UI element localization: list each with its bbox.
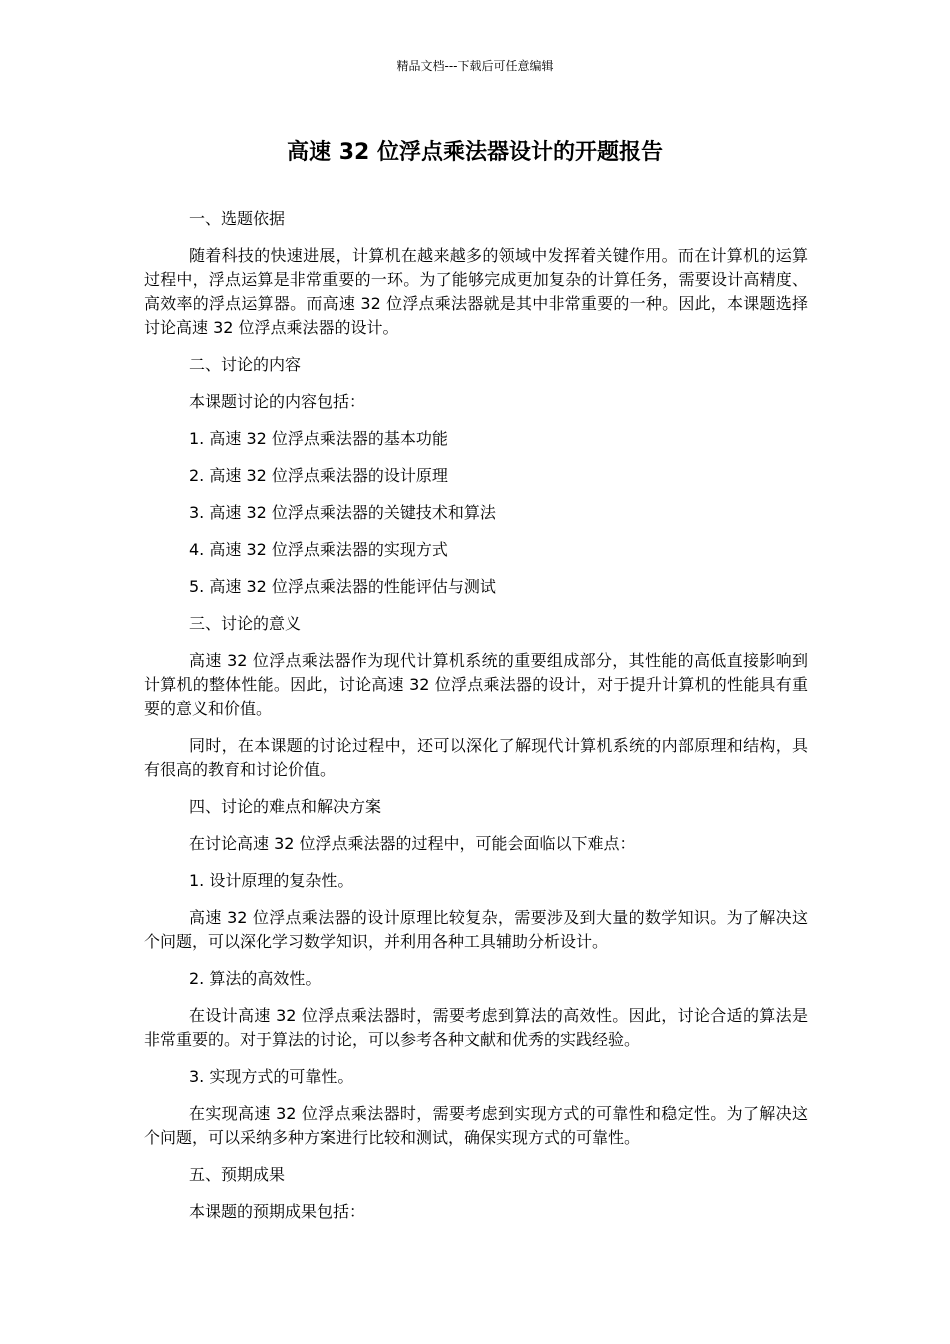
paragraph: 随着科技的快速进展，计算机在越来越多的领域中发挥着关键作用。而在计算机的运算过程中，浮点运算是非常重要的一环。为了能够完成更加复杂的计算任务，需要设计高精度、高效率的浮点运算器。而高速 32 位浮点乘法器就是其中非常重要的一种。因此，本课题选择讨论高速 32 位浮点乘法器的设计。 — [144, 246, 808, 337]
list-item: 4. 高速 32 位浮点乘法器的实现方式 — [189, 540, 448, 559]
header-note: 精品文档---下载后可任意编辑 — [396, 59, 554, 73]
list-item: 1. 高速 32 位浮点乘法器的基本功能 — [189, 429, 448, 448]
paragraph: 本课题的预期成果包括： — [189, 1202, 366, 1221]
list-item: 2. 高速 32 位浮点乘法器的设计原理 — [189, 466, 448, 485]
paragraph: 本课题讨论的内容包括： — [189, 392, 366, 411]
page-title: 高速 32 位浮点乘法器设计的开题报告 — [287, 140, 663, 165]
section-heading-3: 三、讨论的意义 — [189, 614, 302, 633]
paragraph: 在讨论高速 32 位浮点乘法器的过程中，可能会面临以下难点： — [189, 834, 636, 853]
paragraph: 高速 32 位浮点乘法器的设计原理比较复杂，需要涉及到大量的数学知识。为了解决这个问题，可以深化学习数学知识，并利用各种工具辅助分析设计。 — [144, 908, 808, 951]
list-item: 2. 算法的高效性。 — [189, 969, 322, 988]
list-item: 5. 高速 32 位浮点乘法器的性能评估与测试 — [189, 577, 496, 596]
section-heading-1: 一、选题依据 — [189, 209, 286, 228]
section-heading-4: 四、讨论的难点和解决方案 — [189, 797, 382, 816]
list-item: 3. 实现方式的可靠性。 — [189, 1067, 354, 1086]
paragraph: 高速 32 位浮点乘法器作为现代计算机系统的重要组成部分，其性能的高低直接影响到计算机的整体性能。因此，讨论高速 32 位浮点乘法器的设计，对于提升计算机的性能具有重要的意义和价值。 — [144, 651, 808, 718]
paragraph: 同时，在本课题的讨论过程中，还可以深化了解现代计算机系统的内部原理和结构，具有很高的教育和讨论价值。 — [144, 736, 808, 779]
paragraph: 在设计高速 32 位浮点乘法器时，需要考虑到算法的高效性。因此，讨论合适的算法是非常重要的。对于算法的讨论，可以参考各种文献和优秀的实践经验。 — [144, 1006, 808, 1049]
section-heading-5: 五、预期成果 — [189, 1165, 286, 1184]
document-body — [144, 207, 808, 1237]
paragraph: 在实现高速 32 位浮点乘法器时，需要考虑到实现方式的可靠性和稳定性。为了解决这个问题，可以采纳多种方案进行比较和测试，确保实现方式的可靠性。 — [144, 1104, 808, 1147]
list-item: 3. 高速 32 位浮点乘法器的关键技术和算法 — [189, 503, 496, 522]
list-item: 1. 设计原理的复杂性。 — [189, 871, 354, 890]
section-heading-2: 二、讨论的内容 — [189, 355, 302, 374]
